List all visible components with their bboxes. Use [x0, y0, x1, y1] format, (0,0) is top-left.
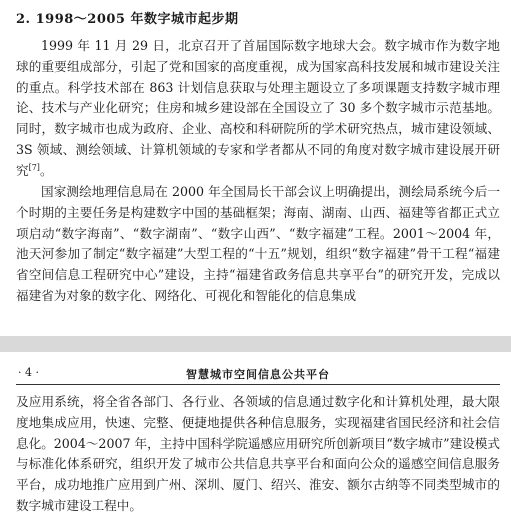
paragraph-1-text: 1999 年 11 月 29 日，北京召开了首届国际数字地球大会。数字城市作为数字地球的重要组成部分，引起了党和国家的高度重视，成为国家高科技发展和城市建设关注的重点。科学技术部在 863 计划信息获取与处理主题设立了多项课题支持数字城市理论、技术与产业化研究；住房和城乡建设部在全国设立了 30 多个数字城市示范基地。同时，数字城市也成为政府、企业、高校和科研院所的学术研究热点，城市建设领域、3S 领域、测绘领域、计算机领域的专家和学者都从不同的角度对数字城市建设展开研究	[16, 38, 500, 178]
page-number: · 4 ·	[18, 366, 39, 379]
paragraph-1-end: 。	[39, 162, 53, 178]
paragraph-1	[16, 36, 500, 182]
paragraph-3: 及应用系统，将全省各部门、各行业、各领域的信息通过数字化和计算机处理，最大限度地集成应用，快速、完整、便捷地提供各种信息服务，实现福建省国民经济和社会信息化。2004～2007 年，主持中国科学院遥感应用研究所创新项目“数字城市”建设模式与标准化体系研究，组织开发了城市公共信息共享平台和面向公众的遥感空间信息服务平台，成功地推广应用到广州、深圳、厦门、绍兴、淮安、额尔古纳等不同类型城市的数字城市建设工程中。	[16, 394, 500, 513]
running-header	[16, 366, 500, 385]
section-heading: 2. 1998～2005 年数字城市起步期	[16, 12, 239, 27]
lower-page	[0, 352, 511, 513]
page-gap	[0, 336, 511, 352]
citation-ref: [7]	[28, 162, 40, 172]
running-title: 智慧城市空间信息公共平台	[186, 368, 330, 381]
paragraph-2: 国家测绘地理信息局在 2000 年全国局长干部会议上明确提出，测绘局系统今后一个时期的主要任务是构建数字中国的基础框架；海南、湖南、山西、福建等省都正式立项启动“数字海南”、“数字湖南”、“数字山西”、“数字福建”工程。2001～2004 年，池天河参加了制定“数字福建”大型工程的“十五”规划，组织“数字福建”骨干工程“福建省空间信息工程研究中心”建设，主持“福建省政务信息共享平台”的研究开发，完成以福建省为对象的数字化、网络化、可视化和智能化的信息集成	[16, 184, 500, 303]
